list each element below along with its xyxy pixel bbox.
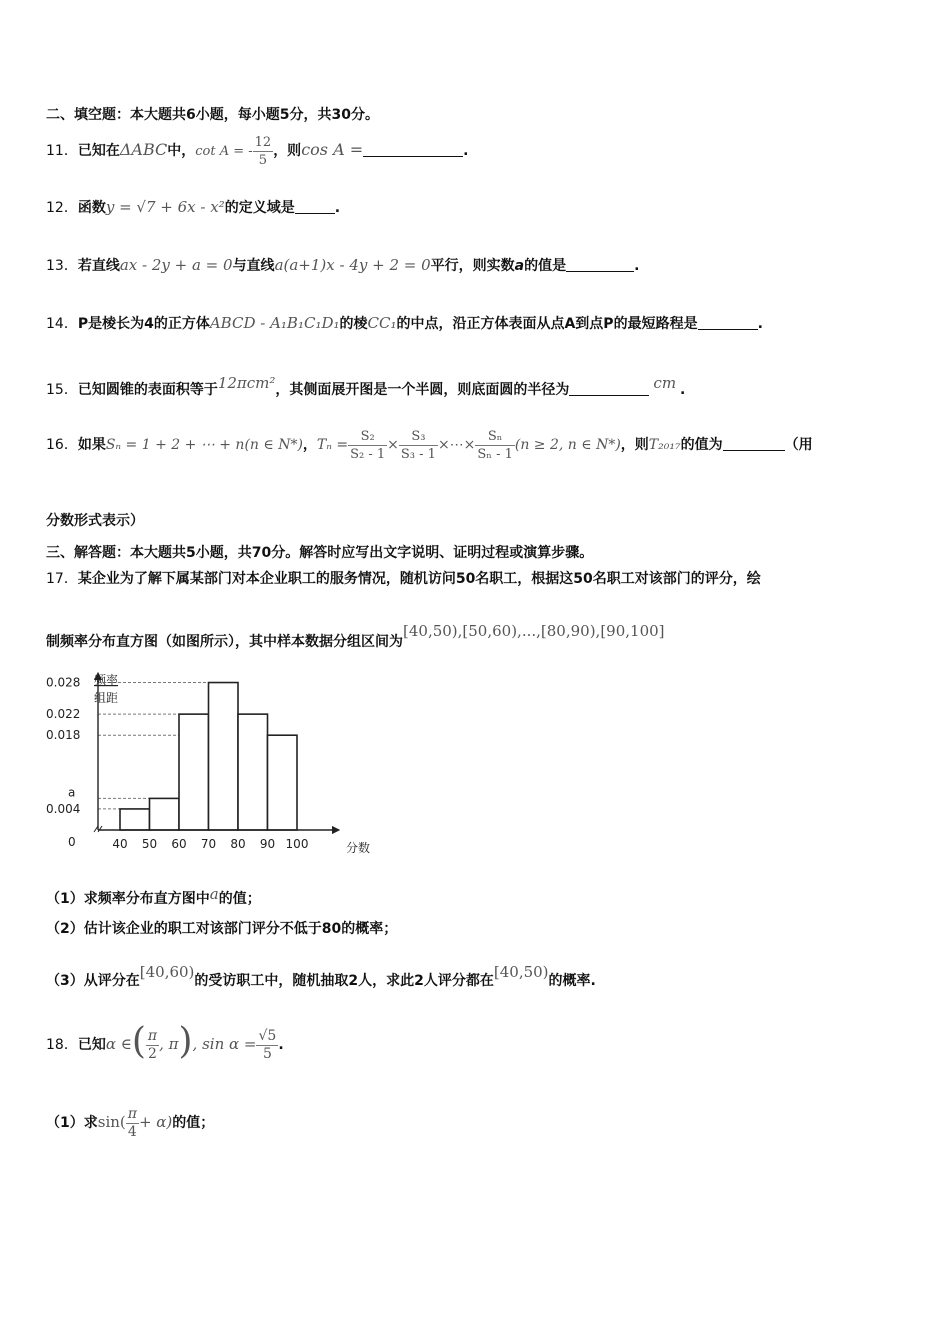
fraction-numerator: S₂ [348,428,387,446]
fraction-numerator: π [147,1027,158,1044]
question-18-part-1 [46,1100,904,1144]
math-expression: [40,60) [139,963,195,981]
question-number: 16． [46,437,78,453]
question-text: 估计该企业的职工对该部门评分不低于80的概率； [83,921,398,937]
fraction [399,428,438,463]
answer-blank [566,257,634,272]
answer-blank [295,199,335,214]
math-expression: CC₁ [367,314,397,332]
fraction-denominator: Sₙ - 1 [477,446,513,462]
part-label: （1） [46,1115,84,1131]
question-text: 已知圆锥的表面积等于 [77,382,218,398]
fraction-numerator: √5 [258,1027,277,1044]
question-text: 从评分在 [83,973,140,989]
fraction-numerator: 12 [254,134,272,150]
question-text: 平行，则实数 [430,258,515,274]
question-number: 11． [46,143,78,159]
part-label: （1） [46,891,84,907]
math-expression: Sₙ = 1 + 2 + ⋯ + n(n ∈ N*) [105,437,303,453]
question-11 [46,130,904,170]
question-text: 的定义域是 [224,200,295,216]
question-text: ，则 [620,437,649,453]
question-text: 求频率分布直方图中 [83,891,210,907]
math-expression: sin( [97,1113,126,1131]
question-text: . [757,316,763,332]
math-expression: [40,50) [493,963,549,981]
fraction-denominator: S₂ - 1 [350,446,386,462]
question-text: 与直线 [232,258,275,274]
question-14 [46,308,904,338]
question-text: 的值为 [680,437,723,453]
y-axis-title-denominator: 组距 [94,691,119,705]
fraction-denominator: 4 [127,1123,137,1140]
part-label: （3） [46,973,84,989]
math-expression: , π [159,1035,179,1053]
question-16 [46,420,904,470]
math-expression: T₂₀₁₇ [648,437,681,453]
question-number: 15． [46,382,78,398]
math-expression: cos A = [301,140,364,159]
fraction [348,428,387,463]
math-expression: , sin α = [192,1035,257,1053]
question-text: 制频率分布直方图（如图所示），其中样本数据分组区间为 [46,634,403,650]
question-17-part-1 [46,880,904,908]
question-text: 求 [83,1115,98,1131]
question-text: ， [302,437,317,453]
histogram-bar [120,809,150,830]
question-16-line2: 分数形式表示） [46,513,144,529]
question-text: 函数 [77,200,106,216]
question-text: 如果 [77,437,106,453]
question-text: 的棱 [339,316,368,332]
fraction-denominator: 5 [258,152,268,168]
question-text: . [334,200,341,216]
fraction-denominator: S₃ - 1 [400,446,436,462]
math-expression: ABCD - A₁B₁C₁D₁ [209,314,340,332]
question-text: 已知在 [77,143,120,159]
fraction-numerator: Sₙ [475,428,514,446]
question-text: . [463,143,469,159]
math-expression: ΔABC [119,140,168,159]
y-tick-label: 0.018 [46,728,81,743]
y-tick-label: 0.004 [46,801,81,816]
histogram-bar [179,714,209,830]
variable: a [514,258,525,274]
question-text: 已知 [77,1037,106,1053]
question-text: . [278,1037,284,1053]
math-operator: × [387,437,399,453]
question-17-line1 [46,568,904,588]
x-tick-label: 100 [285,837,309,851]
question-number: 14． [46,316,78,332]
answer-blank [698,315,758,330]
question-text: 的中点，沿正方体表面从点A到点P的最短路程是 [396,316,698,332]
question-13 [46,250,904,280]
y-tick-label: 0.028 [46,675,81,690]
question-text: 的值； [172,1115,215,1131]
question-text: 某企业为了解下属某部门对本企业职工的服务情况，随机访问50名职工，根据这50名职工对该部门的评分，绘 [77,571,761,587]
question-text: 若直线 [77,258,120,274]
math-expression: y = √7 + 6x - x² [105,198,225,216]
unit: cm [653,374,677,392]
part-label: （2） [46,921,84,937]
origin-label: 0 [68,835,76,849]
histogram-bar [238,714,268,830]
math-expression: ax - 2y + a = 0 [119,256,233,274]
x-tick-label: 60 [171,837,187,851]
x-tick-label: 40 [112,837,128,851]
math-expression: a(a+1)x - 4y + 2 = 0 [274,256,431,274]
math-expression: cot A = - [195,144,253,159]
fraction [256,1028,278,1063]
fraction [126,1106,139,1141]
question-text: 的值； [218,891,261,907]
fraction-numerator: S₃ [399,428,438,446]
frequency-histogram [46,668,371,863]
x-tick-label: 80 [230,837,246,851]
fraction-denominator: 2 [148,1045,157,1062]
question-15 [46,368,904,398]
y-axis-title-numerator: 频率 [94,673,119,687]
question-text: . [680,382,686,398]
question-text: （用 [784,437,813,453]
math-expression: + α) [138,1113,173,1131]
fraction-numerator: π [127,1105,137,1122]
math-expression: α ∈ [105,1035,132,1053]
question-text: ，则 [273,143,302,159]
question-number: 12． [46,200,78,216]
math-expression: [40,50),[50,60),...,[80,90),[90,100] [403,622,665,640]
x-axis-title: 分数 [346,841,371,855]
math-expression: a [209,885,219,903]
question-text: 的值是 [524,258,567,274]
answer-blank [723,436,785,451]
question-17-part-2 [46,918,904,940]
y-tick-label: a [68,785,76,800]
math-operator: ×⋯× [437,437,476,453]
section-3-heading: 三、解答题：本大题共5小题，共70分。解答时应写出文字说明、证明过程或演算步骤。 [46,545,594,561]
x-tick-label: 90 [259,837,276,851]
left-paren: ( [131,1021,146,1062]
histogram-bar [150,798,180,830]
question-text: 的概率. [548,973,596,989]
fraction [253,134,274,169]
question-number: 17． [46,571,78,587]
fraction [475,428,514,463]
x-tick-label: 70 [200,837,217,851]
section-2-heading: 二、填空题：本大题共6小题，每小题5分，共30分。 [46,107,379,123]
y-tick-label: 0.022 [46,707,81,722]
fraction-denominator: 5 [262,1045,272,1062]
question-text: 中， [167,143,196,159]
math-expression: 12πcm² [217,374,276,392]
x-tick-label: 50 [141,837,158,851]
question-12 [46,192,904,222]
question-number: 13． [46,258,78,274]
question-text: ，其侧面展开图是一个半圆，则底面圆的半径为 [275,382,570,398]
fraction [146,1028,159,1063]
question-text: . [634,258,640,274]
answer-blank [363,142,463,157]
answer-blank [569,381,649,396]
question-17-line2 [46,616,904,650]
histogram-bar [268,735,298,830]
math-expression: Tₙ = [316,437,349,453]
histogram-bar [209,683,239,830]
question-number: 18． [46,1037,78,1053]
question-text: 的受访职工中，随机抽取2人，求此2人评分都在 [194,973,494,989]
question-text: P是棱长为4的正方体 [77,316,210,332]
question-17-part-3 [46,955,904,989]
right-paren: ) [178,1021,193,1062]
math-expression: (n ≥ 2, n ∈ N*) [514,437,621,453]
question-18 [46,1012,904,1072]
